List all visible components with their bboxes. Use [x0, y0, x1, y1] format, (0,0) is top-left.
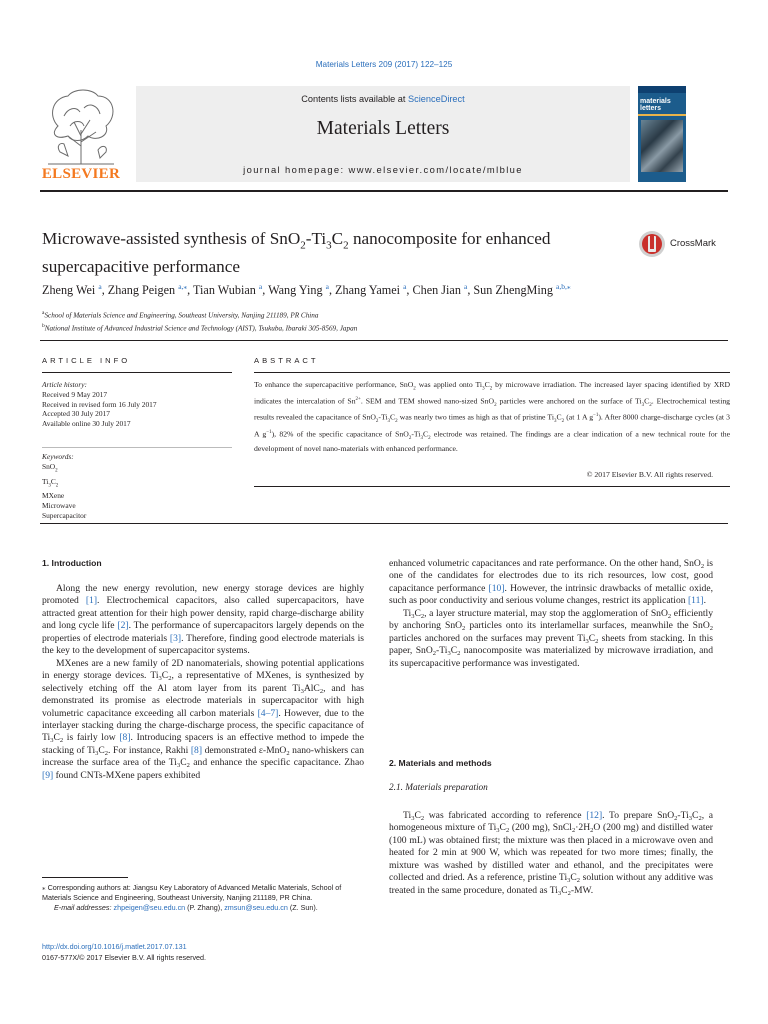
keywords: [42, 452, 232, 522]
affiliation: [42, 308, 732, 321]
journal-title: Materials Letters: [316, 118, 450, 139]
keyword: $Ti_3C_2$: [42, 476, 59, 489]
title-part: Microwave-assisted synthesis of SnO: [42, 229, 301, 248]
citation-link[interactable]: [10]: [488, 582, 505, 594]
author[interactable]: Wang Ying $^a$: [268, 282, 329, 298]
citation-link[interactable]: [3]: [169, 632, 182, 644]
author-affiliation-mark[interactable]: a: [403, 282, 407, 291]
citation-link[interactable]: [1]: [85, 595, 98, 607]
email-label: E-mail addresses:: [54, 903, 112, 913]
affiliation-text: School of Materials Science and Engineering, Southeast University, Nanjing 211189, PR China: [44, 311, 319, 320]
email-link[interactable]: zmsun@seu.edu.cn: [224, 903, 288, 913]
citation-link[interactable]: [8]: [119, 732, 131, 744]
doi-link[interactable]: http://dx.doi.org/10.1016/j.matlet.2017.07.131: [42, 942, 187, 951]
journal-cover[interactable]: [638, 86, 686, 182]
paragraph: Along the new energy revolution, new energy storage devices are highly promoted [1]. Electrochemical capacitors, also called supercapacitors, have attracted great attention for their high power density, rapid charge-discharge ability and long cycle life [2]. The performance of supercapacitors largely depends on the properties of electrode materials [3]. Therefore, finding good electrode materials is the key to the development of supercapacitor systems.: [42, 583, 365, 657]
elsevier-tree-icon: [38, 86, 124, 166]
author-separator: ,: [406, 283, 413, 298]
citation-link[interactable]: [8]: [190, 744, 203, 756]
section-heading-introduction: 1. Introduction: [42, 558, 102, 568]
affiliation-label: b: [42, 323, 45, 330]
elsevier-logo[interactable]: [38, 86, 124, 182]
author-list: [42, 282, 732, 298]
body-column-left: [42, 583, 364, 782]
title-subscript: 2: [343, 239, 349, 252]
keyword: Microwave: [42, 501, 76, 511]
keywords-rule: [42, 447, 232, 448]
author-affiliation-mark[interactable]: a: [98, 282, 102, 291]
footnote-rule: [42, 877, 128, 878]
author-separator: ,: [262, 283, 269, 298]
corresponding-author-note: ⁎ Corresponding authors at: Jiangsu Key Laboratory of Advanced Metallic Materials, School of Materials Science and Engineering, Southeast University, Nanjing 211189, PR China.: [42, 883, 342, 903]
email-owner: (Z. Sun).: [287, 903, 318, 913]
abstract-heading: ABSTRACT: [254, 356, 319, 365]
subsection-heading-preparation: 2.1. Materials preparation: [389, 783, 488, 793]
title-part: nanocomposite for enhanced supercapacitive performance: [42, 229, 551, 277]
citation-link[interactable]: [2]: [117, 620, 129, 632]
cover-image: [641, 120, 683, 172]
author-separator: ,: [101, 283, 108, 298]
author-separator: ,: [187, 283, 194, 298]
abstract-text: To enhance the supercapacitive performance, SnO$_2$ was applied onto $Ti_3C_2$ by microwave irradiation. The increased layer spacing identified by XRD indicates the intercalation of $Sn^{2+}$. SEM and TEM showed nano-sized SnO$_2$ particles were anchored on the surface of $Ti_3C_2$. Electrochemical testing results revealed the capacitance of $SnO_2-Ti_3C_2$ was nearly two times as high as that of pristine $Ti_3C_2$ (at 1 A $g^{-1}$). After 8000 charge-discharge cycles (at 3 A $g^{-1}$), 82% of the specific capacitance of $SnO_2-Ti_3C_2$ electrode was retained. The findings are a clear indication of a new technical route for the development of novel nano-materials with enhanced performance.: [254, 380, 731, 453]
journal-homepage[interactable]: journal homepage: www.elsevier.com/locate/mlblue: [243, 164, 523, 175]
body-column-right-methods: [389, 810, 713, 897]
author[interactable]: Chen Jian $^a$: [412, 282, 468, 298]
citation-link[interactable]: [12]: [586, 810, 603, 821]
title-divider: [40, 340, 728, 341]
article-info-rule: [42, 372, 232, 373]
history-item: Received 9 May 2017: [42, 389, 108, 399]
paragraph: enhanced volumetric capacitances and rate performance. On the other hand, SnO$_2$ is one of the candidates for electrodes due to its rich resources, low cost, good capacitance performance [10]. However, the intrinsic drawbacks of metallic oxide, such as poor conductivity and serious volume changes, restrict its application [11].: [389, 558, 714, 607]
affiliations: [42, 308, 732, 335]
keywords-heading: Keywords:: [42, 452, 74, 461]
keyword: SnO$_2$: [42, 462, 58, 474]
paragraph: MXenes are a new family of 2D nanomaterials, showing potential applications in energy storage devices. $Ti_3C_2$, a representative of MXenes, is synthesized by selectively etching off the Al atom layer from its parent $Ti_3AlC_2$, and has demonstrated its promise as electrode materials in supercapacitor with high volumetric capacitance exceeding all carbon materials [4–7]. However, due to the interlayer stacking during the charge-discharge process, the specific capacitance of $Ti_3C_2$ is fairly low [8]. Introducing spacers is an effective method to impede the stacking of $Ti_3C_2$. For instance, Rakhi [8] demonstrated ε-MnO$_2$ nano-whiskers can increase the surface area of the $Ti_3C_2$ and enhance the specific capacitance. Zhao [9] found CNTs-MXene papers exhibited: [42, 657, 364, 781]
author-affiliation-mark[interactable]: a: [258, 282, 263, 291]
title-subscript: 3: [326, 239, 332, 252]
crossmark-label: CrossMark: [670, 238, 716, 249]
email-line: [42, 903, 364, 913]
author-separator: ,: [467, 283, 474, 298]
citation-link[interactable]: [9]: [42, 769, 54, 781]
author-affiliation-mark[interactable]: a: [325, 282, 329, 291]
front-matter-divider: [40, 523, 728, 524]
keyword: MXene: [42, 491, 65, 501]
footnote: [42, 883, 364, 914]
history-heading: Article history:: [42, 380, 87, 389]
history-item: Received in revised form 16 July 2017: [42, 399, 157, 409]
article-info-heading: ARTICLE INFO: [42, 356, 131, 365]
abstract-bottom-rule: [254, 486, 730, 487]
author-affiliation-mark[interactable]: a,⁎: [178, 282, 188, 291]
contents-prefix: Contents lists available at: [301, 94, 409, 104]
author[interactable]: Sun ZhengMing $^{a,b,⁎}$: [473, 282, 571, 298]
contents-line: [136, 94, 630, 104]
email-owner: (P. Zhang),: [185, 903, 225, 913]
article-history: [42, 380, 232, 429]
journal-reference[interactable]: Materials Letters 209 (2017) 122–125: [315, 60, 453, 69]
cover-stripe: [638, 114, 686, 116]
email-link[interactable]: zhpeigen@seu.edu.cn: [113, 903, 186, 913]
crossmark-icon: [638, 230, 666, 258]
cover-title: materials letters: [640, 98, 671, 112]
affiliation-text: National Institute of Advanced Industrial Science and Technology (AIST), Tsukuba, Ibaraki 305-8569, Japan: [44, 324, 358, 333]
crossmark-badge[interactable]: [638, 230, 728, 258]
title-part: C: [331, 229, 344, 248]
citation-link[interactable]: [4–7]: [257, 707, 279, 719]
issn-copyright: 0167-577X/© 2017 Elsevier B.V. All rights reserved.: [42, 953, 207, 962]
abstract-copyright: © 2017 Elsevier B.V. All rights reserved.: [586, 470, 713, 479]
paragraph: $Ti_3C_2$ was fabricated according to reference [12]. To prepare $SnO_2-Ti_3C_2$, a homogeneous mixture of $Ti_3C_2$ (200 mg), $SnCl_2\cdot 2H_2O$ (200 mg) and distilled water (100 mL) was obtained first; the mixture was then placed in a microwave oven and heated for 2 min at 900 W, which was repeated for two more times; finally, the mixture was washed by distilled water and ethanol, and the precipitates were collected and dried. As a reference, pristine $Ti_3C_2$ solution without any additive was treated in the same procedure, donated as $Ti_3C_2-MW$.: [389, 810, 713, 897]
author[interactable]: Zhang Peigen $^{a,⁎}$: [107, 282, 188, 298]
title-subscript: 2: [300, 239, 306, 252]
cover-top-band: [638, 86, 686, 93]
keyword: Supercapacitor: [42, 511, 87, 521]
publisher-wordmark: ELSEVIER: [41, 166, 121, 182]
affiliation-label: a: [42, 310, 45, 316]
title-part: -Ti: [305, 229, 327, 248]
author[interactable]: Zheng Wei $^a$: [42, 282, 102, 298]
author-affiliation-mark[interactable]: a: [463, 282, 468, 291]
section-heading-methods: 2. Materials and methods: [389, 758, 492, 768]
author[interactable]: Zhang Yamei $^a$: [335, 282, 407, 298]
author[interactable]: Tian Wubian $^a$: [193, 282, 263, 298]
header-divider: [40, 190, 728, 192]
article-title: [42, 228, 602, 278]
author-affiliation-mark[interactable]: a,b,⁎: [556, 282, 571, 291]
history-item: Accepted 30 July 2017: [42, 409, 110, 419]
history-item: Available online 30 July 2017: [42, 419, 131, 429]
body-column-right: [389, 558, 713, 670]
sciencedirect-link[interactable]: ScienceDirect: [408, 94, 465, 104]
paragraph: $Ti_3C_2$, a layer structure material, may stop the agglomeration of SnO$_2$ efficiently by anchoring SnO$_2$ particles onto its interlamellar surfaces, meanwhile the SnO$_2$ particles anchored on the surfaces may prevent $Ti_3C_2$ sheets from stacking. In this paper, $SnO_2-Ti_3C_2$ nanocomposite was materialized by microwave irradiation, and its supercapacitive performance was investigated.: [389, 607, 714, 669]
author-separator: ,: [328, 283, 336, 298]
abstract-rule: [254, 372, 730, 373]
affiliation: [42, 321, 732, 334]
citation-link[interactable]: [11]: [687, 595, 704, 607]
